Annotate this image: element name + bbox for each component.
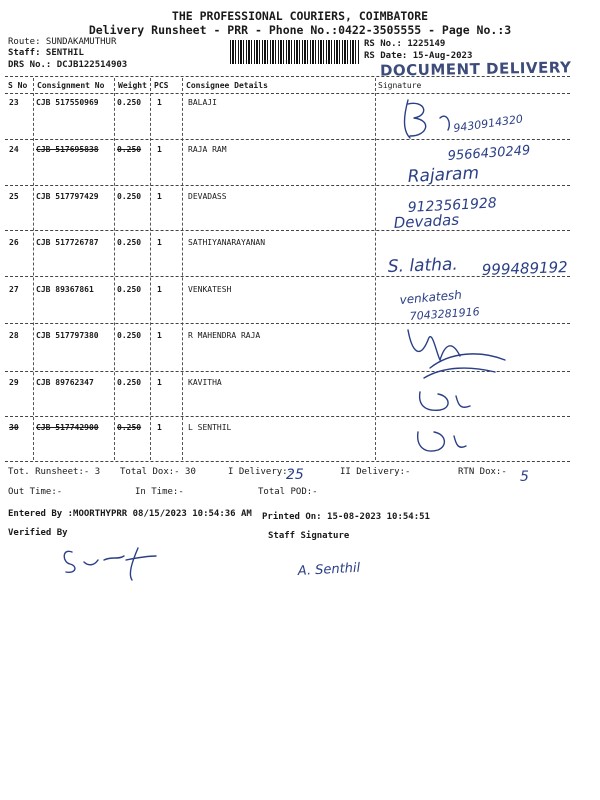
row-consignment: CJB 517726787 (36, 238, 99, 247)
sig-name-text: Rajaram (407, 163, 480, 187)
row-sno: 26 (9, 238, 19, 247)
row-consignee: R MAHENDRA RAJA (188, 331, 261, 340)
in-time-label: In Time:- (135, 487, 184, 497)
row-consignment: CJB 517742900 (36, 423, 99, 432)
staff-signature-label: Staff Signature (268, 531, 350, 541)
row-consignment: CJB 517797429 (36, 192, 99, 201)
row-weight: 0.250 (117, 98, 142, 107)
total-runsheet: Tot. Runsheet:- 3 (8, 467, 101, 477)
row-consignee: SATHIYANARAYANAN (188, 238, 266, 247)
sig-phone-text: 7043281916 (409, 305, 481, 323)
row-pcs: 1 (157, 423, 162, 432)
ii-delivery-label: II Delivery:- (340, 467, 411, 477)
row-consignee: VENKATESH (188, 285, 232, 294)
col-sno: S No (8, 81, 28, 90)
row-sno: 25 (9, 192, 19, 201)
staff-signature-hand: A. Senthil (297, 560, 361, 579)
rs-number: RS No.: 1225149 (364, 39, 446, 49)
row-pcs: 1 (157, 145, 162, 154)
row-weight: 0.250 (117, 378, 142, 387)
sig-name-text: S. latha. (387, 254, 459, 277)
row-sno: 30 (9, 423, 19, 432)
rtn-dox-hand: 5 (520, 469, 529, 485)
col-weight: Weight (118, 81, 147, 90)
col-consignment: Consignment No (37, 81, 105, 90)
row-pcs: 1 (157, 238, 162, 247)
row-consignment: CJB 517550969 (36, 98, 99, 107)
signature-scribble (418, 432, 466, 451)
row-consignment: CJB 89762347 (36, 378, 94, 387)
col-pcs: PCS (154, 81, 169, 90)
document-delivery-stamp: DOCUMENT DELIVERY (379, 58, 572, 80)
row-pcs: 1 (157, 192, 162, 201)
total-pod-label: Total POD:- (258, 487, 318, 497)
row-weight: 0.250 (117, 238, 142, 247)
total-dox: Total Dox:- 30 (120, 467, 196, 477)
sig-phone-text: 9430914320 (452, 112, 524, 135)
row-sno: 29 (9, 378, 19, 387)
row-sno: 24 (9, 145, 19, 154)
row-sno: 27 (9, 285, 19, 294)
company-name: THE PROFESSIONAL COURIERS, COIMBATORE (171, 9, 429, 23)
row-consignee: KAVITHA (188, 378, 222, 387)
rtn-dox-label: RTN Dox:- (458, 467, 507, 477)
row-pcs: 1 (157, 331, 162, 340)
row-pcs: 1 (157, 378, 162, 387)
row-pcs: 1 (157, 285, 162, 294)
signature-scribble (420, 392, 470, 410)
row-weight: 0.250 (117, 285, 142, 294)
row-consignment: CJB 89367861 (36, 285, 94, 294)
col-consignee: Consignee Details (186, 81, 268, 90)
row-consignment: CJB 517695838 (36, 145, 99, 154)
row-sno: 23 (9, 98, 19, 107)
sig-name-text: Devadas (393, 210, 460, 232)
row-consignment: CJB 517797380 (36, 331, 99, 340)
row-weight: 0.250 (117, 145, 142, 154)
row-consignee: BALAJI (188, 98, 217, 107)
printed-on: Printed On: 15-08-2023 10:54:51 (262, 512, 430, 522)
entered-by: Entered By :MOORTHYPRR 08/15/2023 10:54:36 AM (8, 509, 252, 519)
sig-name-text: venkatesh (399, 287, 463, 307)
route-label: Route: SUNDAKAMUTHUR (8, 37, 117, 47)
row-weight: 0.250 (117, 423, 142, 432)
rs-date: RS Date: 15-Aug-2023 (364, 51, 473, 61)
signature-mark (405, 100, 450, 138)
verified-by-signature (64, 548, 156, 580)
row-pcs: 1 (157, 98, 162, 107)
drs-number: DRS No.: DCJB122514903 (8, 60, 128, 70)
signature-scribble (408, 330, 505, 378)
verified-by-label: Verified By (8, 528, 68, 538)
row-weight: 0.250 (117, 331, 142, 340)
sig-phone-text: 9566430249 (447, 143, 531, 164)
runsheet-title: Delivery Runsheet - PRR - Phone No.:0422-3505555 - Page No.:3 (88, 23, 512, 37)
row-consignee: L SENTHIL (188, 423, 232, 432)
row-weight: 0.250 (117, 192, 142, 201)
i-delivery-label: I Delivery:- (228, 467, 294, 477)
row-sno: 28 (9, 331, 19, 340)
sig-phone-text: 999489192 (481, 258, 568, 279)
i-delivery-hand: 25 (286, 467, 304, 483)
out-time-label: Out Time:- (8, 487, 63, 497)
row-consignee: DEVADASS (188, 192, 227, 201)
col-signature: Signature (378, 81, 422, 90)
row-consignee: RAJA RAM (188, 145, 227, 154)
staff-label: Staff: SENTHIL (8, 48, 84, 58)
sig-phone-text: 9123561928 (407, 195, 498, 216)
